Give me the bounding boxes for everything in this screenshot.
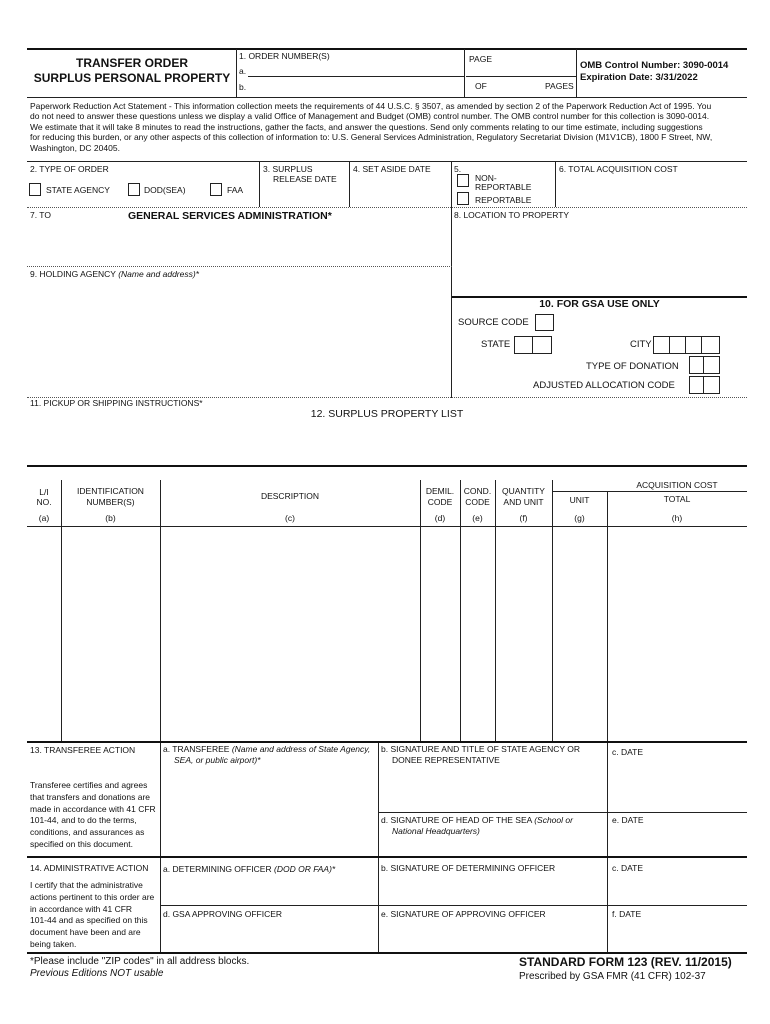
certify-line: Transferee certifies and agrees bbox=[30, 780, 148, 790]
determining-officer-label bbox=[163, 865, 335, 875]
col-quantity-header-2: AND UNIT bbox=[503, 497, 544, 507]
col-cond-header-1: COND. bbox=[463, 486, 492, 496]
zip-code-note: *Please include "ZIP codes" in all address blocks. bbox=[30, 956, 250, 967]
col-li-header-1: L/I bbox=[39, 487, 49, 497]
faa-checkbox[interactable] bbox=[210, 183, 222, 196]
city-box-4[interactable] bbox=[701, 336, 720, 354]
section14-mid-line bbox=[160, 905, 747, 906]
col-description-code: (c) bbox=[285, 513, 295, 523]
paperwork-line: Washington, DC 20405. bbox=[30, 143, 120, 153]
pickup-instructions-label: 11. PICKUP OR SHIPPING INSTRUCTIONS* bbox=[30, 398, 203, 408]
determining-officer-hint: (DOD OR FAA)* bbox=[274, 864, 336, 874]
head-of-sea-hint-2: National Headquarters) bbox=[392, 826, 480, 836]
acq-cost-divider bbox=[552, 491, 747, 492]
transferee-a-label bbox=[163, 745, 370, 755]
certify-line: made in accordance with 41 CFR bbox=[30, 804, 156, 814]
determining-date-label: c. DATE bbox=[612, 863, 644, 873]
gsa-use-only-title: 10. FOR GSA USE ONLY bbox=[539, 298, 660, 310]
administrative-action-label: 14. ADMINISTRATIVE ACTION bbox=[30, 863, 149, 873]
divider bbox=[464, 49, 465, 97]
col-id-header-2: NUMBER(S) bbox=[86, 497, 135, 507]
col-li-header-2: NO. bbox=[36, 497, 52, 507]
row2-bottom-line bbox=[27, 207, 747, 208]
col-id-code: (b) bbox=[105, 513, 116, 523]
row7-bottom-line bbox=[27, 266, 452, 267]
divider bbox=[160, 743, 161, 856]
source-code-box[interactable] bbox=[535, 314, 554, 331]
certify-line: I certify that the administrative bbox=[30, 880, 143, 890]
col-id-header-1: IDENTIFICATION bbox=[77, 486, 144, 496]
paperwork-line: do not need to answer these questions unless we display a valid Office of Management and Budget (OMB) control number. The OMB control number for this collection is 3090-0014. bbox=[30, 111, 710, 121]
col-description-header: DESCRIPTION bbox=[260, 491, 320, 501]
adjusted-allocation-label: ADJUSTED ALLOCATION CODE bbox=[533, 380, 675, 391]
determining-officer-signature-label: b. SIGNATURE OF DETERMINING OFFICER bbox=[381, 863, 556, 873]
order-a-label: a. bbox=[239, 66, 247, 76]
determining-officer-text: a. DETERMINING OFFICER bbox=[163, 864, 272, 874]
form-title-line1: TRANSFER ORDER bbox=[75, 56, 188, 70]
certify-line: specified on this document. bbox=[30, 839, 134, 849]
donation-box-1[interactable] bbox=[689, 356, 704, 374]
city-box-2[interactable] bbox=[669, 336, 686, 354]
state-agency-signature-label-2: DONEE REPRESENTATIVE bbox=[392, 755, 500, 765]
certify-line: being taken. bbox=[30, 939, 77, 949]
order-number-a-line[interactable] bbox=[248, 76, 464, 77]
col-quantity-header-1: QUANTITY bbox=[502, 486, 545, 496]
paperwork-line: We estimate that it will take 8 minutes to read the instructions, gather the facts, and answer the questions. Send only comments relating to our time estimate, including suggestions bbox=[30, 122, 703, 132]
certify-line: conditions, and assurances as bbox=[30, 827, 145, 837]
order-b-label: b. bbox=[239, 82, 247, 92]
section14-bottom-line bbox=[27, 952, 747, 954]
total-acquisition-cost-label: 6. TOTAL ACQUISITION COST bbox=[559, 164, 678, 174]
source-code-label: SOURCE CODE bbox=[458, 317, 529, 328]
transferee-a-hint-2: SEA, or public airport)* bbox=[174, 755, 261, 765]
reportable-checkbox[interactable] bbox=[457, 192, 469, 205]
transferee-a-hint-1: (Name and address of State Agency, bbox=[231, 744, 371, 754]
col-demil-header-2: CODE bbox=[427, 497, 453, 507]
certify-line: in accordance with 41 CFR bbox=[30, 904, 133, 914]
holding-agency-label bbox=[30, 270, 199, 280]
page-label: PAGE bbox=[469, 54, 492, 64]
certify-line: 101-44 and as specified on this bbox=[30, 915, 148, 925]
non-reportable-label-1: NON- bbox=[475, 173, 497, 183]
col-demil-header-1: DEMIL. bbox=[425, 486, 455, 496]
order-number-label: 1. ORDER NUMBER(S) bbox=[239, 51, 330, 61]
allocation-box-1[interactable] bbox=[689, 376, 704, 394]
holding-agency-hint: (Name and address)* bbox=[118, 269, 199, 279]
state-agency-checkbox[interactable] bbox=[29, 183, 41, 196]
transferee-action-label: 13. TRANSFEREE ACTION bbox=[30, 745, 136, 755]
paperwork-line: for reducing this burden, or any other aspects of this collection of information to: U.S. General Services Administration, Regulatory Secretariat Division (M1V1CB), 1800 F Street, NW, bbox=[30, 132, 713, 142]
city-box-3[interactable] bbox=[685, 336, 702, 354]
top-border bbox=[27, 48, 747, 50]
property-list-body[interactable] bbox=[27, 527, 747, 741]
col-cond-code: (e) bbox=[472, 513, 483, 523]
state-label: STATE bbox=[481, 339, 511, 350]
col-total-code: (h) bbox=[671, 513, 683, 523]
non-reportable-label-2: REPORTABLE bbox=[475, 182, 532, 192]
table-bottom-border bbox=[27, 741, 747, 743]
expiration-date: Expiration Date: 3/31/2022 bbox=[580, 72, 698, 83]
state-box-2[interactable] bbox=[532, 336, 552, 354]
transferee-a-text: a. TRANSFEREE bbox=[163, 744, 230, 754]
allocation-box-2[interactable] bbox=[703, 376, 720, 394]
head-of-sea-hint-1: (School or bbox=[534, 815, 573, 825]
form-title-line2: SURPLUS PERSONAL PROPERTY bbox=[33, 71, 231, 85]
prescribed-by: Prescribed by GSA FMR (41 CFR) 102-37 bbox=[519, 971, 706, 982]
paperwork-line: Paperwork Reduction Act Statement - This information collection meets the requirements of 44 U.S.C. § 3507, as amended by section 2 of the Paperwork Reduction Act of 1995. You bbox=[30, 101, 712, 111]
col-li-code: (a) bbox=[38, 513, 50, 523]
divider bbox=[451, 162, 452, 398]
certify-line: document have been and are bbox=[30, 927, 141, 937]
col-cond-header-2: CODE bbox=[465, 497, 490, 507]
divider bbox=[576, 49, 577, 97]
head-of-sea-signature-label bbox=[381, 816, 573, 826]
head-of-sea-date-label: e. DATE bbox=[612, 815, 644, 825]
col-quantity-code: (f) bbox=[519, 513, 528, 523]
dod-sea-checkbox[interactable] bbox=[128, 183, 140, 196]
section13-mid-line bbox=[378, 812, 747, 813]
col-total-header: TOTAL bbox=[663, 494, 691, 504]
header-bottom-line bbox=[27, 97, 747, 98]
page-field-line[interactable] bbox=[466, 76, 576, 77]
surplus-property-list-title: 12. SURPLUS PROPERTY LIST bbox=[310, 408, 464, 420]
type-of-order-label: 2. TYPE OF ORDER bbox=[30, 164, 109, 174]
state-agency-signature-label: b. SIGNATURE AND TITLE OF STATE AGENCY OR bbox=[381, 744, 581, 754]
col-demil-code: (d) bbox=[434, 513, 446, 523]
surplus-release-label-2: RELEASE DATE bbox=[273, 174, 337, 184]
acquisition-cost-header: ACQUISITION COST bbox=[636, 480, 718, 490]
set-aside-date-label: 4. SET ASIDE DATE bbox=[353, 164, 431, 174]
non-reportable-checkbox[interactable] bbox=[457, 174, 469, 187]
faa-label: FAA bbox=[227, 185, 244, 195]
donation-box-2[interactable] bbox=[703, 356, 720, 374]
city-box-1[interactable] bbox=[653, 336, 670, 354]
dod-sea-label: DOD(SEA) bbox=[144, 185, 186, 195]
omb-control-number: OMB Control Number: 3090-0014 bbox=[580, 60, 729, 71]
divider bbox=[378, 743, 379, 856]
divider bbox=[236, 49, 237, 97]
divider bbox=[607, 743, 608, 952]
certify-line: that transfers and donations are bbox=[30, 792, 151, 802]
to-value: GENERAL SERVICES ADMINISTRATION* bbox=[128, 210, 332, 222]
col-unit-header: UNIT bbox=[569, 495, 590, 505]
approving-officer-signature-label: e. SIGNATURE OF APPROVING OFFICER bbox=[381, 909, 546, 919]
city-label: CITY bbox=[630, 339, 652, 350]
reportable-label: REPORTABLE bbox=[475, 195, 532, 205]
table-top-border bbox=[27, 465, 747, 467]
item5-label: 5. bbox=[454, 164, 462, 174]
of-label: OF bbox=[475, 81, 487, 91]
surplus-release-label-1: 3. SURPLUS bbox=[263, 164, 313, 174]
location-to-property-label: 8. LOCATION TO PROPERTY bbox=[454, 210, 570, 220]
type-of-donation-label: TYPE OF DONATION bbox=[586, 361, 679, 372]
approving-date-label: f. DATE bbox=[612, 909, 642, 919]
state-agency-label: STATE AGENCY bbox=[46, 185, 110, 195]
head-of-sea-text: d. SIGNATURE OF HEAD OF THE SEA bbox=[381, 815, 532, 825]
divider bbox=[259, 162, 260, 207]
divider bbox=[349, 162, 350, 207]
certify-line: 101-44, and to do the terms, bbox=[30, 815, 137, 825]
state-box-1[interactable] bbox=[514, 336, 533, 354]
certify-line: actions pertinent to this order are bbox=[30, 892, 155, 902]
paperwork-bottom-line bbox=[27, 161, 747, 162]
col-unit-code: (g) bbox=[574, 513, 585, 523]
pages-label: PAGES bbox=[545, 81, 574, 91]
gsa-approving-officer-label: d. GSA APPROVING OFFICER bbox=[163, 909, 283, 919]
holding-agency-text: 9. HOLDING AGENCY bbox=[30, 269, 116, 279]
previous-editions-note: Previous Editions NOT usable bbox=[30, 968, 164, 979]
to-label: 7. TO bbox=[30, 210, 51, 220]
standard-form-id: STANDARD FORM 123 (REV. 11/2015) bbox=[519, 955, 732, 969]
section13-bottom-line bbox=[27, 856, 747, 858]
transferee-date-c-label: c. DATE bbox=[612, 747, 644, 757]
divider bbox=[160, 858, 161, 952]
divider bbox=[555, 162, 556, 207]
